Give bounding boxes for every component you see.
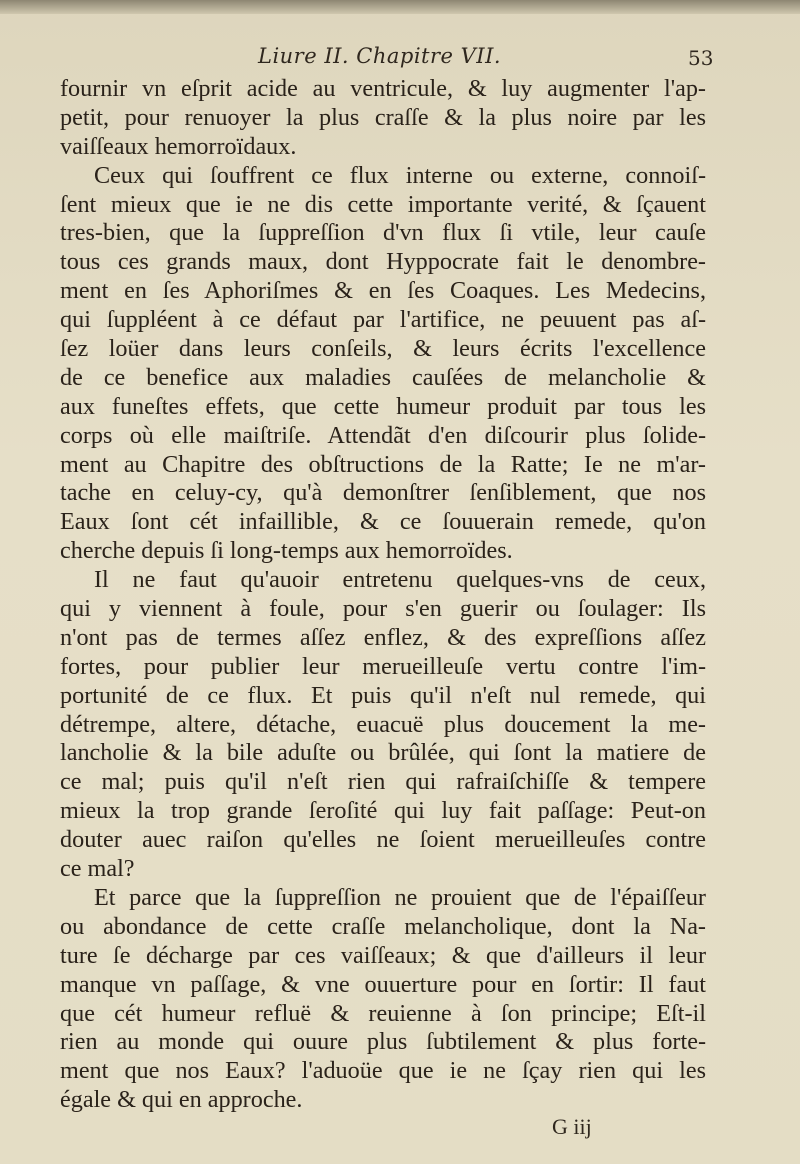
text-line: n'ont pas de termes aſſez enflez, & des expreſſions aſſez [60, 623, 706, 651]
signature-mark: G iij [552, 1114, 592, 1139]
text-line: ment en ſes Aphoriſmes & en ſes Coaques. Les Medecins, [60, 277, 706, 305]
text-line: tres-bien, que la ſuppreſſion d'vn flux ſi vtile, leur cauſe [60, 219, 706, 247]
text-line: Ceux qui ſouffrent ce flux interne ou externe, connoiſ- [94, 161, 706, 189]
text-line: ſent mieux que ie ne dis cette importante verité, & ſçauent [60, 190, 706, 218]
text-line: cherche depuis ſi long-temps aux hemorroïdes. [60, 537, 513, 565]
paragraph [60, 884, 706, 1115]
text-line: mieux la trop grande ſeroſité qui luy fait paſſage: Peut-on [60, 797, 706, 825]
text-line: détrempe, altere, détache, euacuë plus doucement la me- [60, 710, 706, 738]
text-line: vaiſſeaux hemorroïdaux. [60, 132, 297, 160]
text-line: qui ſuppléent à ce défaut par l'artifice, ne peuuent pas aſ- [60, 306, 706, 334]
text-line: égale & qui en approche. [60, 1086, 303, 1114]
text-line: ment au Chapitre des obſtructions de la Ratte; Ie ne m'ar- [60, 450, 706, 478]
running-head [0, 44, 800, 74]
text-line: ce mal? [60, 855, 135, 883]
text-line: ou abondance de cette craſſe melancholique, dont la Na- [60, 912, 706, 940]
chapter-heading: Liure II. Chapitre VII. [258, 44, 502, 68]
text-line: Il ne faut qu'auoir entretenu quelques-vns de ceux, [94, 566, 706, 594]
text-line: tous ces grands maux, dont Hyppocrate fait le denombre- [60, 248, 706, 276]
text-line: Eaux ſont cét infaillible, & ce ſouuerain remede, qu'on [60, 508, 706, 536]
text-line: rien au monde qui ouure plus ſubtilement & plus forte- [60, 1028, 706, 1056]
text-line: que cét humeur refluë & reuienne à ſon principe; Eſt-il [60, 999, 706, 1027]
text-line: qui y viennent à foule, pour s'en guerir ou ſoulager: Ils [60, 595, 706, 623]
text-line: petit, pour renuoyer la plus craſſe & la plus noire par les [60, 103, 706, 131]
text-line: portunité de ce flux. Et puis qu'il n'eſt nul remede, qui [60, 681, 706, 709]
paragraph [60, 75, 706, 162]
paragraph [60, 566, 706, 884]
text-line: de ce benefice aux maladies cauſées de melancholie & [60, 363, 706, 391]
text-line: corps où elle maiſtriſe. Attendãt d'en diſcourir plus ſolide- [60, 421, 706, 449]
paragraph [60, 162, 706, 566]
text-line: lancholie & la bile aduſte ou brûlée, qui ſont la matiere de [60, 739, 706, 767]
text-line: tache en celuy-cy, qu'à demonſtrer ſenſiblement, que nos [60, 479, 706, 507]
text-line: douter auec raiſon qu'elles ne ſoient merueilleuſes contre [60, 826, 706, 854]
text-line: ſez loüer dans leurs conſeils, & leurs écrits l'excellence [60, 335, 706, 363]
text-line: fortes, pour publier leur merueilleuſe vertu contre l'im- [60, 652, 706, 680]
text-line: ture ſe décharge par ces vaiſſeaux; & que d'ailleurs il leur [60, 941, 706, 969]
text-line: Et parce que la ſuppreſſion ne prouient que de l'épaiſſeur [94, 883, 706, 911]
text-line: ment que nos Eaux? l'aduoüe que ie ne ſçay rien qui les [60, 1057, 706, 1085]
text-line: ce mal; puis qu'il n'eſt rien qui rafraiſchiſſe & tempere [60, 768, 706, 796]
text-line: fournir vn eſprit acide au ventricule, & luy augmenter l'ap- [60, 75, 706, 102]
text-line: manque vn paſſage, & vne ouuerture pour en ſortir: Il faut [60, 970, 706, 998]
page-number: 53 [688, 46, 714, 70]
text-line: aux funeſtes effets, que cette humeur produit par tous les [60, 392, 706, 420]
body-text [60, 75, 706, 1115]
